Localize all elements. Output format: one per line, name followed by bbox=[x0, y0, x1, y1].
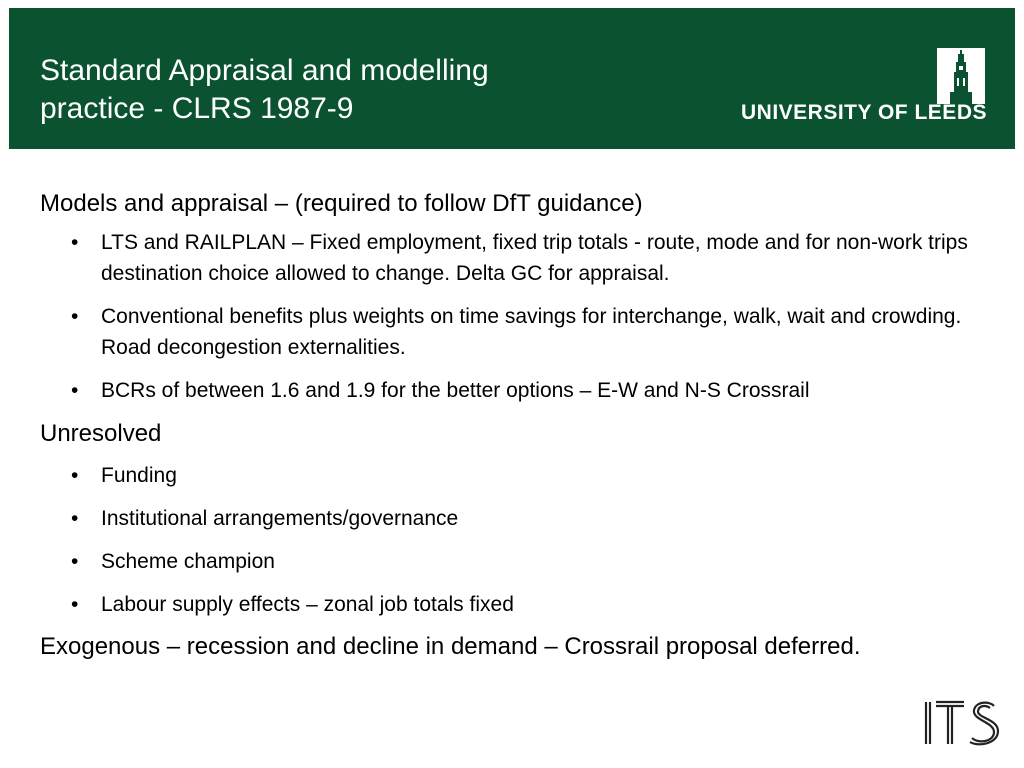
its-logo-icon bbox=[920, 698, 1000, 746]
list-item: • LTS and RAILPLAN – Fixed employment, fixed trip totals - route, mode and for non-work trips destination choice allowed to change. Delta GC for appraisal. bbox=[40, 227, 990, 289]
slide-title bbox=[40, 52, 600, 128]
university-crest-icon bbox=[937, 48, 985, 104]
list-item: • Institutional arrangements/governance bbox=[40, 503, 990, 534]
slide-title-line2: practice - CLRS 1987-9 bbox=[40, 92, 354, 125]
list-item: • Conventional benefits plus weights on time savings for interchange, walk, wait and crowding. Road decongestion externalities. bbox=[40, 301, 990, 363]
section-heading-unresolved: Unresolved bbox=[40, 420, 162, 447]
slide-title-line1: Standard Appraisal and modelling bbox=[40, 54, 489, 87]
university-logo-text: UNIVERSITY OF LEEDS bbox=[741, 101, 987, 124]
header-banner bbox=[9, 8, 1015, 149]
list-item: • Scheme champion bbox=[40, 546, 990, 577]
list-item: • Labour supply effects – zonal job totals fixed bbox=[40, 589, 990, 620]
models-bullet-list bbox=[40, 227, 990, 406]
list-item: • Funding bbox=[40, 460, 990, 491]
slide-body bbox=[40, 186, 990, 664]
section-heading-exogenous: Exogenous – recession and decline in demand – Crossrail proposal deferred. bbox=[40, 633, 861, 660]
unresolved-bullet-list bbox=[40, 460, 990, 620]
list-item: • BCRs of between 1.6 and 1.9 for the better options – E-W and N-S Crossrail bbox=[40, 375, 990, 406]
section-heading-models: Models and appraisal – (required to follow DfT guidance) bbox=[40, 190, 643, 217]
